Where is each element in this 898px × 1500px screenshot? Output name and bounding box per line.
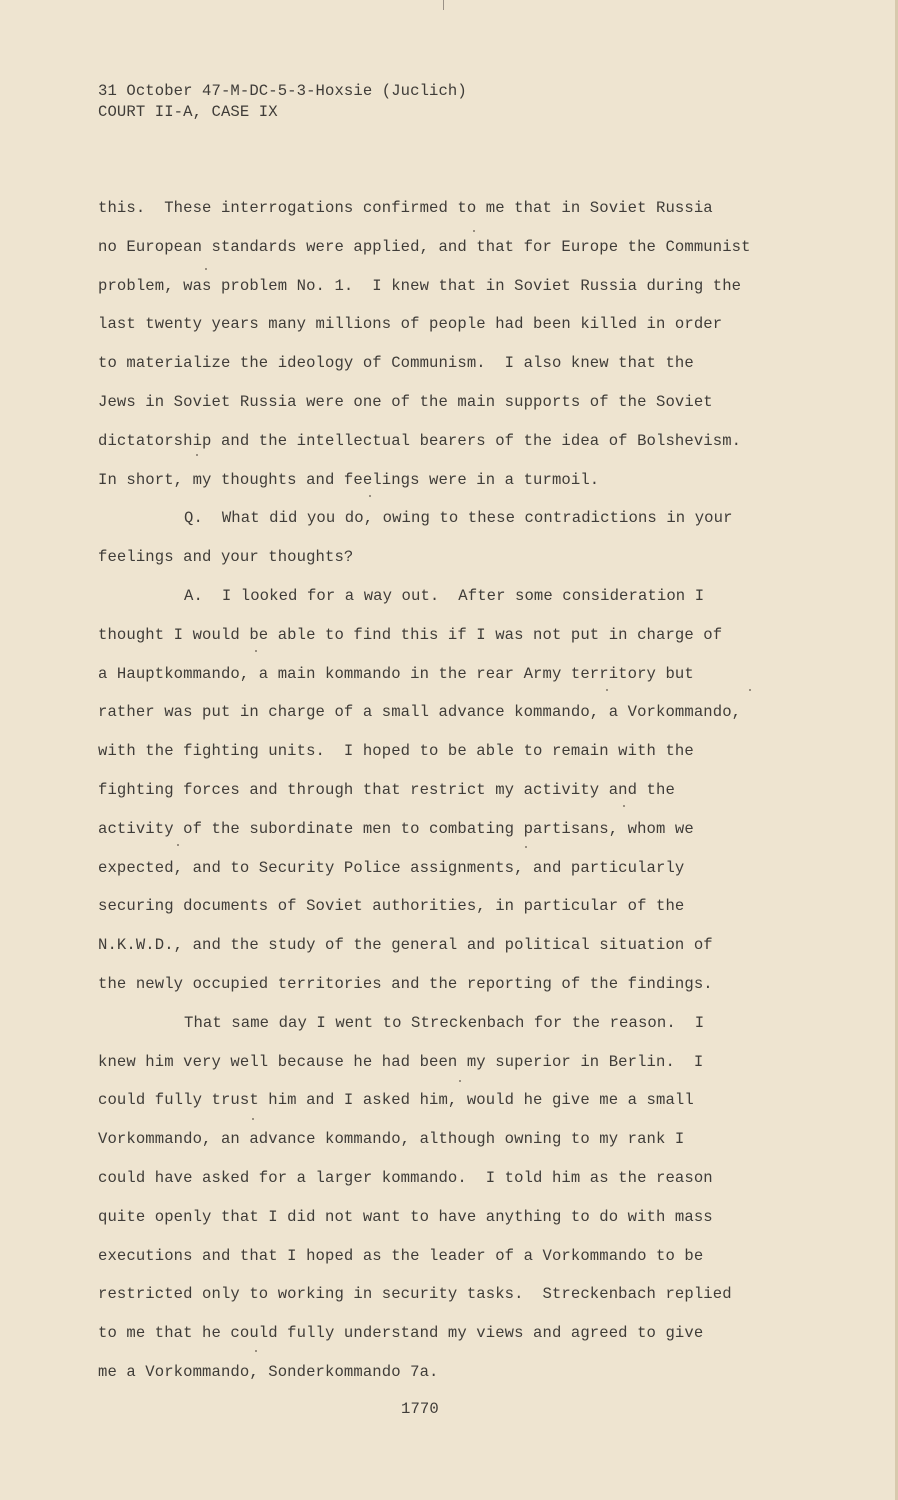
body-line: fighting forces and through that restrict my activity and the xyxy=(98,780,675,799)
body-line: thought I would be able to find this if I was not put in charge of xyxy=(98,625,723,644)
answer-line: A. I looked for a way out. After some consideration I xyxy=(184,586,705,605)
ink-speck xyxy=(177,844,179,846)
transcript-body xyxy=(98,198,778,1401)
body-line: the newly occupied territories and the reporting of the findings. xyxy=(98,974,713,993)
body-line: problem, was problem No. 1. I knew that in Soviet Russia during the xyxy=(98,276,742,295)
body-line: with the fighting units. I hoped to be able to remain with the xyxy=(98,742,694,761)
body-line: activity of the subordinate men to combating partisans, whom we xyxy=(98,819,694,838)
body-line: securing documents of Soviet authorities, in particular of the xyxy=(98,897,685,916)
body-line: could have asked for a larger kommando. I told him as the reason xyxy=(98,1168,713,1187)
ink-speck xyxy=(255,1350,257,1352)
body-line: restricted only to working in security tasks. Streckenbach replied xyxy=(98,1285,732,1304)
page-number: 1770 xyxy=(401,1400,439,1418)
body-line: to me that he could fully understand my views and agreed to give xyxy=(98,1324,704,1343)
body-line: last twenty years many millions of people had been killed in order xyxy=(98,315,723,334)
body-line: rather was put in charge of a small advance kommando, a Vorkommando, xyxy=(98,703,742,722)
body-line: feelings and your thoughts? xyxy=(98,548,354,567)
ink-speck xyxy=(459,1080,461,1082)
ink-speck xyxy=(606,689,608,691)
ink-speck xyxy=(369,495,371,497)
body-line: me a Vorkommando, Sonderkommando 7a. xyxy=(98,1362,439,1381)
body-line: to materialize the ideology of Communism. I also knew that the xyxy=(98,354,694,373)
paragraph-start-line: That same day I went to Streckenbach for the reason. I xyxy=(184,1013,705,1032)
ink-speck xyxy=(205,268,207,270)
ink-speck xyxy=(525,846,527,848)
body-line: N.K.W.D., and the study of the general and political situation of xyxy=(98,936,713,955)
header-date-reference: 31 October 47-M-DC-5-3-Hoxsie (Juclich) xyxy=(98,82,467,100)
header-court-case: COURT II-A, CASE IX xyxy=(98,103,278,121)
ink-speck xyxy=(749,689,751,691)
body-line: quite openly that I did not want to have anything to do with mass xyxy=(98,1207,713,1226)
ink-speck xyxy=(473,230,475,232)
body-line: In short, my thoughts and feelings were in a turmoil. xyxy=(98,470,600,489)
ink-speck xyxy=(252,1118,254,1120)
ink-speck xyxy=(255,650,257,652)
body-line: a Hauptkommando, a main kommando in the rear Army territory but xyxy=(98,664,694,683)
question-line: Q. What did you do, owing to these contradictions in your xyxy=(184,509,733,528)
body-line: Jews in Soviet Russia were one of the main supports of the Soviet xyxy=(98,392,713,411)
body-line: executions and that I hoped as the leader of a Vorkommando to be xyxy=(98,1246,704,1265)
body-line: this. These interrogations confirmed to me that in Soviet Russia xyxy=(98,199,713,217)
ink-speck xyxy=(196,454,198,456)
body-line: knew him very well because he had been my superior in Berlin. I xyxy=(98,1052,704,1071)
body-line: expected, and to Security Police assignments, and particularly xyxy=(98,858,685,877)
body-line: dictatorship and the intellectual bearers of the idea of Bolshevism. xyxy=(98,431,742,450)
ink-speck xyxy=(623,805,625,807)
body-line: no European standards were applied, and that for Europe the Communist xyxy=(98,237,751,256)
top-edge-mark xyxy=(443,0,444,10)
body-line: could fully trust him and I asked him, would he give me a small xyxy=(98,1091,694,1110)
body-line: Vorkommando, an advance kommando, although owning to my rank I xyxy=(98,1130,685,1149)
